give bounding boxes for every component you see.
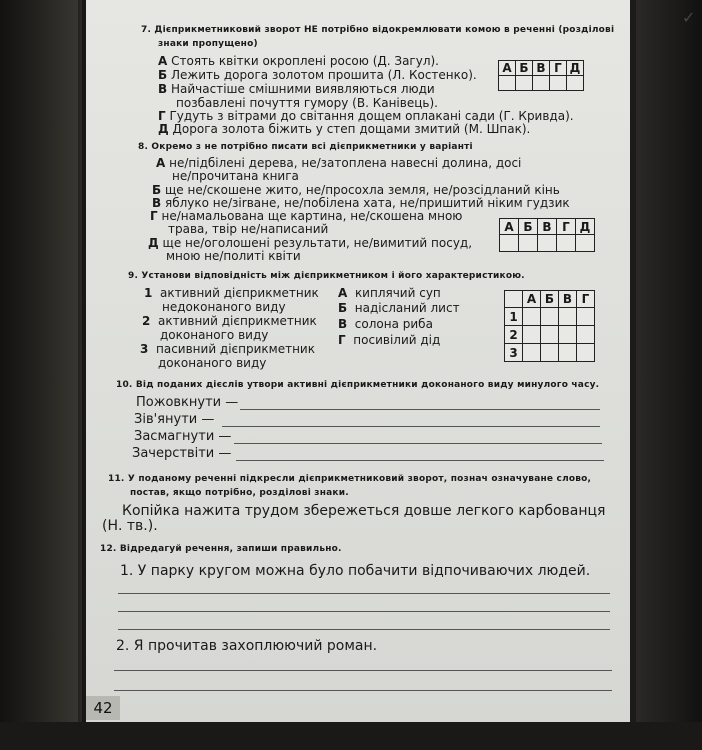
q7-answer-cell[interactable] — [550, 76, 567, 91]
q10-answer-line-2[interactable] — [222, 426, 600, 427]
q7-grid-header: Г — [550, 61, 567, 76]
q11-sentence-line-2: (Н. тв.). — [102, 518, 158, 534]
q8-option-a-cont: не/прочитана книга — [172, 169, 299, 183]
q12-sentence-2: 2. Я прочитав захоплюючий роман. — [116, 638, 378, 654]
q7-option-a: А Стоять квітки окроплені росою (Д. Загул). — [158, 54, 439, 68]
q7-grid-header: Д — [567, 61, 584, 76]
q8-option-a: А не/підбілені дерева, не/затоплена навесні долина, досі — [156, 156, 522, 170]
q9-answer-cell[interactable] — [523, 344, 541, 362]
q7-grid-header: В — [533, 61, 550, 76]
q9-answer-cell[interactable] — [541, 308, 559, 326]
workbook-page — [86, 0, 696, 722]
q11-title-line-2: постав, якщо потрібно, розділові знаки. — [130, 488, 349, 498]
q9-grid-row-header: 1 — [505, 308, 523, 326]
background-left — [0, 0, 82, 750]
q10-answer-line-3[interactable] — [234, 443, 602, 444]
page-number: 42 — [86, 696, 120, 720]
q9-grid-row-header: 2 — [505, 326, 523, 344]
q9-left-3: 3 пасивний дієприкметник — [140, 342, 315, 356]
q8-grid-header: Г — [557, 219, 576, 235]
q12-sentence-1: 1. У парку кругом можна було побачити відпочиваючих людей. — [120, 563, 591, 579]
q10-answer-line-4[interactable] — [236, 460, 604, 461]
q9-answer-cell[interactable] — [541, 326, 559, 344]
q9-answer-cell[interactable] — [523, 326, 541, 344]
q9-left-1-cont: недоконаного виду — [162, 300, 286, 314]
q9-answer-cell[interactable] — [541, 344, 559, 362]
q7-grid-header: А — [499, 61, 516, 76]
q7-option-c-cont: позбавлені почуття гумору (В. Канівець). — [176, 96, 438, 110]
q8-grid-header: А — [500, 219, 519, 235]
q8-option-e: Д ще не/оголошені результати, не/вимитий посуд, — [148, 236, 473, 250]
q12-title: 12. Відредагуй речення, запиши правильно. — [100, 544, 342, 554]
q9-answer-grid — [504, 290, 595, 362]
q9-answer-cell[interactable] — [559, 308, 577, 326]
q9-title: 9. Установи відповідність між дієприкметником і його характеристикою. — [128, 271, 525, 281]
q9-grid-corner — [505, 291, 523, 308]
q7-option-d: Г Гудуть з вітрами до світання дощем оплакані сади (Г. Кривда). — [158, 109, 574, 123]
q9-grid-col-header: Г — [577, 291, 595, 308]
q7-title-line-2: знаки пропущено) — [158, 39, 258, 49]
q8-option-c: В яблуко не/зіrване, не/побілена хата, не/пришитий ніким гудзик — [152, 196, 570, 210]
q9-grid-row-header: 3 — [505, 344, 523, 362]
q12-answer-line-4[interactable] — [114, 670, 612, 671]
q9-answer-cell[interactable] — [559, 326, 577, 344]
q8-option-b: Б ще не/скошене жито, не/просохла земля, не/розсідланий кінь — [152, 183, 560, 197]
q8-answer-cell[interactable] — [500, 235, 519, 252]
q12-answer-line-3[interactable] — [118, 629, 610, 630]
q7-option-b: Б Лежить дорога золотом прошита (Л. Костенко). — [158, 68, 477, 82]
q8-answer-cell[interactable] — [538, 235, 557, 252]
q9-left-1: 1 активний дієприкметник — [144, 286, 319, 300]
q9-right-d: Г посивілий дід — [338, 333, 441, 347]
q9-answer-cell[interactable] — [577, 344, 595, 362]
q8-grid-header: В — [538, 219, 557, 235]
q9-answer-cell[interactable] — [577, 326, 595, 344]
q11-title-line-1: 11. У поданому реченні підкресли дієприкметниковий зворот, познач означуване слово, — [108, 474, 592, 484]
q8-title: 8. Окремо з не потрібно писати всі дієприкметники у варіанті — [138, 142, 473, 152]
q10-word-3: Засмагнути — — [134, 429, 232, 444]
q9-left-3-cont: доконаного виду — [158, 356, 267, 370]
q8-answer-cell[interactable] — [576, 235, 595, 252]
q9-answer-cell[interactable] — [577, 308, 595, 326]
q10-title: 10. Від поданих дієслів утвори активні дієприкметники доконаного виду минулого часу. — [116, 380, 600, 390]
q7-answer-cell[interactable] — [567, 76, 584, 91]
q7-title-line-1: 7. Дієприкметниковий зворот НЕ потрібно відокремлювати комою в реченні (розділові — [141, 25, 615, 35]
q7-answer-grid — [498, 60, 584, 91]
q10-word-1: Пожовкнути — — [136, 395, 239, 410]
q9-right-b: Б надісланий лист — [338, 301, 460, 315]
q9-left-2: 2 активний дієприкметник — [142, 314, 317, 328]
q8-grid-header: Б — [519, 219, 538, 235]
q8-grid-header: Д — [576, 219, 595, 235]
q9-grid-col-header: В — [559, 291, 577, 308]
q10-word-4: Зачерствіти — — [132, 446, 232, 461]
q8-answer-cell[interactable] — [557, 235, 576, 252]
background-bottom — [0, 722, 702, 750]
q12-answer-line-2[interactable] — [118, 611, 610, 612]
q7-option-e: Д Дорога золота біжить у степ дощами змитий (М. Шпак). — [158, 122, 531, 136]
background-right — [636, 0, 702, 750]
q8-option-e-cont: мною не/политі квіти — [166, 249, 301, 263]
q12-answer-line-5[interactable] — [114, 690, 612, 691]
q8-answer-cell[interactable] — [519, 235, 538, 252]
q7-answer-cell[interactable] — [533, 76, 550, 91]
q9-left-2-cont: доконаного виду — [160, 328, 269, 342]
q9-answer-cell[interactable] — [559, 344, 577, 362]
q7-answer-cell[interactable] — [499, 76, 516, 91]
q10-word-2: Зів'янути — — [134, 412, 215, 427]
q12-answer-line-1[interactable] — [118, 593, 610, 594]
q9-grid-col-header: А — [523, 291, 541, 308]
q9-answer-cell[interactable] — [523, 308, 541, 326]
q7-answer-cell[interactable] — [516, 76, 533, 91]
q7-option-c: В Найчастіше смішними виявляються люди — [158, 82, 435, 96]
q9-right-c: В солона риба — [338, 317, 433, 331]
q9-grid-col-header: Б — [541, 291, 559, 308]
q9-right-a: А киплячий суп — [338, 286, 441, 300]
q8-answer-grid — [499, 218, 595, 252]
q8-option-d-cont: трава, твір не/написаний — [168, 222, 329, 236]
q8-option-d: Г не/намальована ще картина, не/скошена мною — [150, 209, 463, 223]
q7-grid-header: Б — [516, 61, 533, 76]
q11-sentence-line-1: Копійка нажита трудом збережеться довше легкого карбованця — [122, 503, 606, 519]
q10-answer-line-1[interactable] — [240, 409, 600, 410]
pen-mark-icon: ✓ — [682, 8, 696, 27]
